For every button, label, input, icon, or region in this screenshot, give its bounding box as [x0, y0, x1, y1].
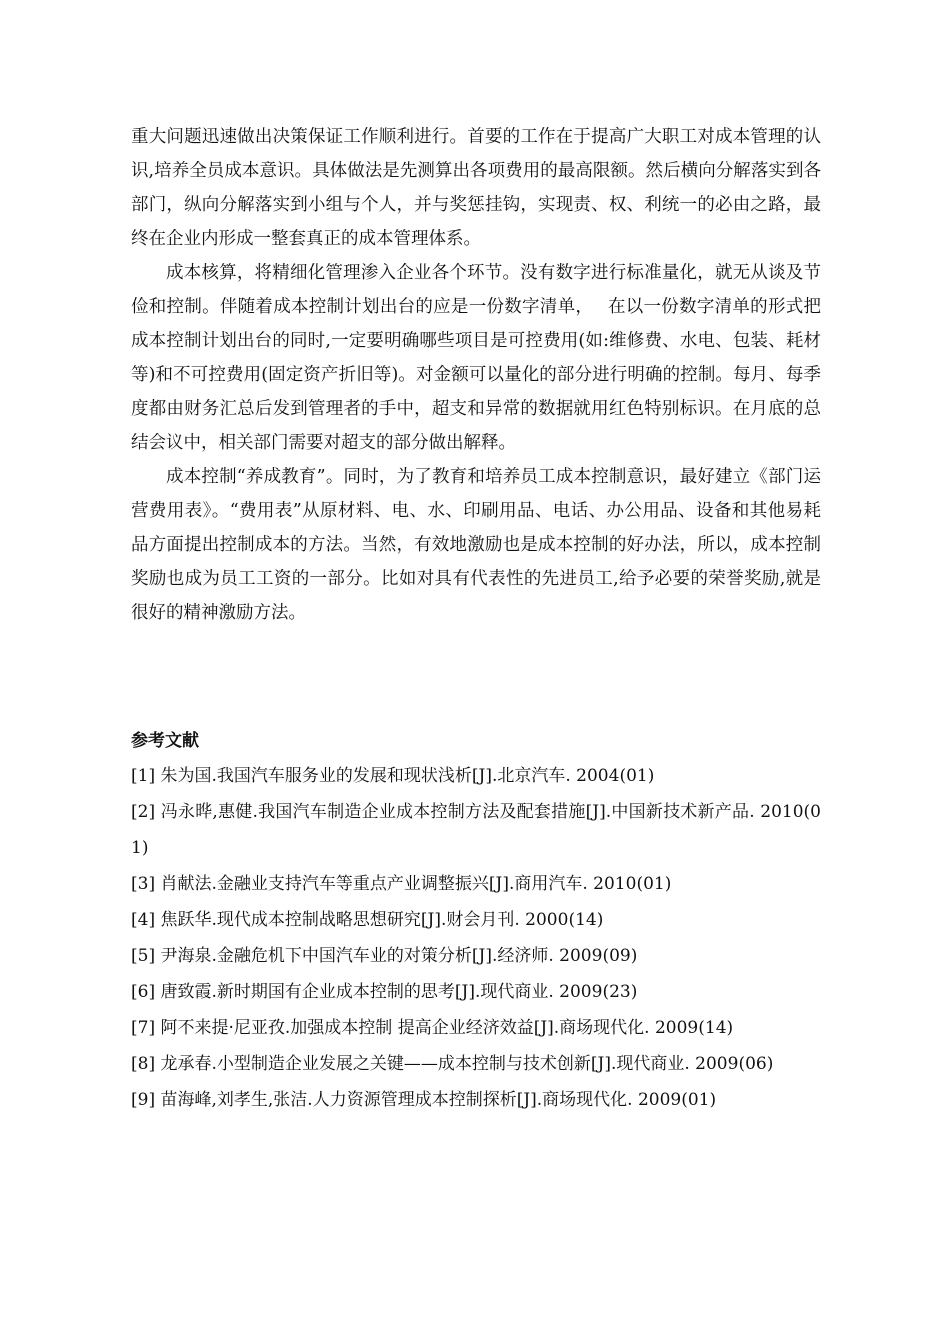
references-heading: 参考文献	[131, 731, 199, 751]
reference-item: [1] 朱为国.我国汽车服务业的发展和现状浅析[J].北京汽车. 2004(01)	[131, 766, 655, 786]
reference-item: [8] 龙承春.小型制造企业发展之关键——成本控制与技术创新[J].现代商业. 2009(06)	[131, 1054, 774, 1074]
reference-item: [9] 苗海峰,刘孝生,张洁.人力资源管理成本控制探析[J].商场现代化. 2009(01)	[131, 1090, 717, 1110]
paragraph-cost-control-education: 成本控制“养成教育”。同时，为了教育和培养员工成本控制意识，最好建立《部门运营费用表》。“费用表”从原材料、电、水、印刷用品、电话、办公用品、设备和其他易耗品方面提出控制成本的方法。当然，有效地激励也是成本控制的好办法，所以，成本控制奖励也成为员工工资的一部分。比如对具有代表性的先进员工,给予必要的荣誉奖励,就是很好的精神激励方法。	[131, 467, 821, 623]
reference-item: [5] 尹海泉.金融危机下中国汽车业的对策分析[J].经济师. 2009(09)	[131, 946, 638, 966]
paragraph-cost-management-continuation: 重大问题迅速做出决策保证工作顺利进行。首要的工作在于提高广大职工对成本管理的认识,培养全员成本意识。具体做法是先测算出各项费用的最高限额。然后横向分解落实到各部门，纵向分解落实到小组与个人，并与奖惩挂钩，实现责、权、利统一的必由之路，最终在企业内形成一整套真正的成本管理体系。	[131, 127, 821, 249]
body-text	[131, 120, 821, 630]
reference-item: [2] 冯永晔,惠健.我国汽车制造企业成本控制方法及配套措施[J].中国新技术新产品. 2010(01)	[131, 802, 821, 858]
paragraph-cost-accounting: 成本核算，将精细化管理渗入企业各个环节。没有数字进行标准量化，就无从谈及节俭和控制。伴随着成本控制计划出台的应是一份数字清单， 在以一份数字清单的形式把成本控制计划出台的同时,一定要明确哪些项目是可控费用(如:维修费、水电、包装、耗材等)和不可控费用(固定资产折旧等)。对金额可以量化的部分进行明确的控制。每月、每季度都由财务汇总后发到管理者的手中，超支和异常的数据就用红色特别标识。在月底的总结会议中，相关部门需要对超支的部分做出解释。	[131, 263, 821, 453]
reference-item: [4] 焦跃华.现代成本控制战略思想研究[J].财会月刊. 2000(14)	[131, 910, 604, 930]
reference-item: [3] 肖献法.金融业支持汽车等重点产业调整振兴[J].商用汽车. 2010(01)	[131, 874, 672, 894]
reference-item: [7] 阿不来提·尼亚孜.加强成本控制 提高企业经济效益[J].商场现代化. 2009(14)	[131, 1018, 734, 1038]
references-list	[131, 758, 821, 1118]
reference-item: [6] 唐致霞.新时期国有企业成本控制的思考[J].现代商业. 2009(23)	[131, 982, 638, 1002]
document-page	[131, 120, 821, 1118]
